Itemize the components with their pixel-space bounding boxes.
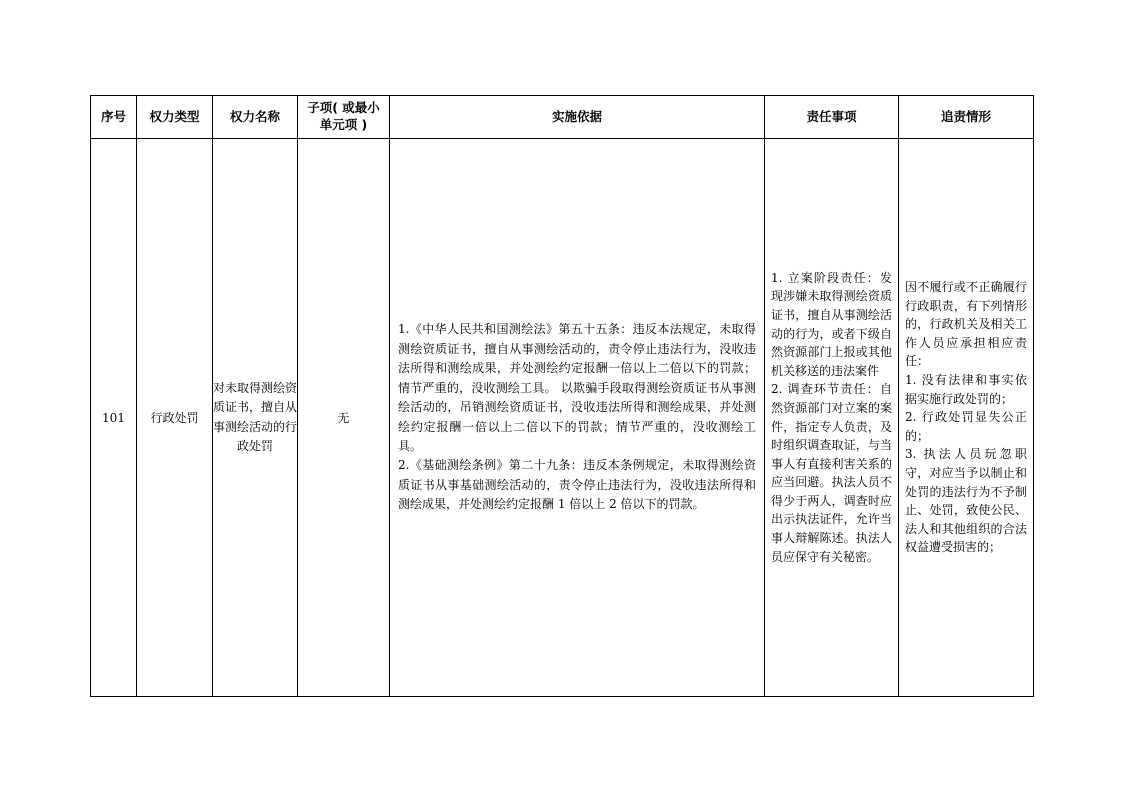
- header-sub-item: [298, 96, 390, 139]
- header-sub-item-line1: 子项( 或最小: [307, 100, 380, 116]
- basis-clause-2: 2.《基础测绘条例》第二十九条：违反本条例规定，未取得测绘资质证书从事基础测绘活动的，责令停止违法行为，没收违法所得和测绘成果，并处测绘约定报酬 1 倍以上 2 倍以下的罚款。: [398, 458, 756, 512]
- header-row: [91, 96, 1034, 139]
- cell-sub-item: 无: [298, 139, 390, 697]
- table-row: [91, 139, 1034, 697]
- header-seq: 序号: [91, 96, 137, 139]
- power-list-table: [90, 95, 1034, 697]
- header-accountability: 追责情形: [899, 96, 1034, 139]
- header-sub-item-line2: 单元项 ): [319, 117, 368, 132]
- header-power-type: 权力类型: [137, 96, 213, 139]
- header-basis: 实施依据: [390, 96, 765, 139]
- cell-seq: 101: [91, 139, 137, 697]
- header-responsibility: 责任事项: [765, 96, 899, 139]
- cell-accountability: [899, 139, 1034, 697]
- accountability-text: 因不履行或不正确履行行政职责，有下列情形的，行政机关及相关工作人员应承担相应责任： 1. 没有法律和事实依据实施行政处罚的； 2. 行政处罚显失公正的； 3. 执法人员玩忽职守，对应当予以制止和处罚的违法行为不予制止、处罚，致使公民、法人和其他组织的合法权益遭受损害的；: [905, 280, 1027, 555]
- basis-clause-1: 1.《中华人民共和国测绘法》第五十五条：违反本法规定，未取得测绘资质证书，擅自从事测绘活动的，责令停止违法行为，没收违法所得和测绘成果，并处测绘约定报酬一倍以上二倍以下的罚款；情节严重的，没收测绘工具。 以欺骗手段取得测绘资质证书从事测绘活动的，吊销测绘资质证书，没收违法所得和测绘成果，并处测绘约定报酬一倍以上二倍以下的罚款；情节严重的，没收测绘工具。: [398, 322, 756, 453]
- cell-basis: [390, 139, 765, 697]
- cell-power-type: 行政处罚: [137, 139, 213, 697]
- responsibility-text: 1. 立案阶段责任：发现涉嫌未取得测绘资质证书，擅自从事测绘活动的行为，或者下级自然资源部门上报或其他机关移送的违法案件 2. 调查环节责任：自然资源部门对立案的案件，指定专人负责，及时组织调查取证，与当事人有直接利害关系的应当回避。执法人员不得少于两人，调查时应出示执法证件，允许当事人辩解陈述。执法人员应保守有关秘密。: [771, 270, 892, 564]
- cell-power-name: 对未取得测绘资质证书，擅自从事测绘活动的行政处罚: [213, 139, 298, 697]
- header-power-name: 权力名称: [213, 96, 298, 139]
- cell-responsibility: [765, 139, 899, 697]
